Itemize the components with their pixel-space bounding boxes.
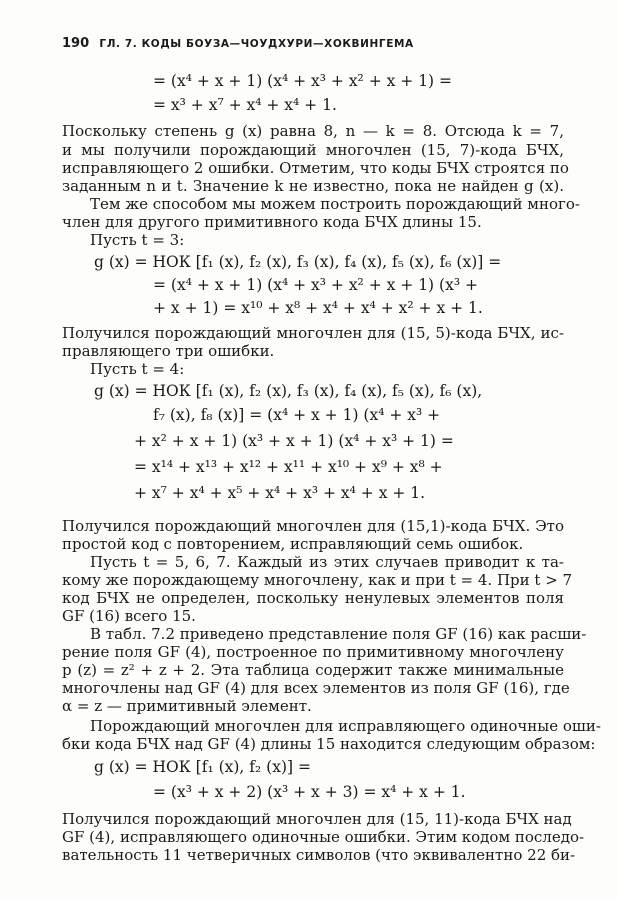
text-line: член для другого примитивного кода БЧХ длины 15.: [62, 213, 482, 231]
running-title: ГЛ. 7. КОДЫ БОУЗА—ЧОУДХУРИ—ХОКВИНГЕМА: [99, 38, 414, 50]
equation-line: g (x) = НОК [f₁ (x), f₂ (x), f₃ (x), f₄ (x), f₅ (x), f₆ (x)] =: [94, 253, 502, 271]
text-line: Тем же способом мы можем построить порождающий много-: [90, 195, 580, 213]
text-line: простой код с повторением, исправляющий семь ошибок.: [62, 535, 524, 553]
equation-line: g (x) = НОК [f₁ (x), f₂ (x), f₃ (x), f₄ (x), f₅ (x), f₆ (x),: [94, 382, 483, 400]
text-line: многочлены над GF (4) для всех элементов из поля GF (16), где: [62, 679, 570, 697]
text-line: GF (16) всего 15.: [62, 607, 196, 625]
text-line: В табл. 7.2 приведено представление поля GF (16) как расши-: [90, 625, 587, 643]
equation-line: g (x) = НОК [f₁ (x), f₂ (x)] =: [94, 758, 311, 776]
text-line: кому же порождающему многочлену, как и при t = 4. При t > 7: [62, 571, 573, 589]
page-number: 190: [62, 36, 90, 51]
equation-line: = x³ + x⁷ + x⁴ + x⁴ + 1.: [153, 96, 337, 114]
text-line: заданным n и t. Значение k не известно, пока не найден g (x).: [62, 177, 564, 195]
text-line: Получился порождающий многочлен для (15, 11)-кода БЧХ над: [62, 810, 572, 828]
equation-line: = (x⁴ + x + 1) (x⁴ + x³ + x² + x + 1) (x³ +: [153, 276, 478, 294]
equation-line: = x¹⁴ + x¹³ + x¹² + x¹¹ + x¹⁰ + x⁹ + x⁸ +: [134, 458, 443, 476]
equation-line: + x + 1) = x¹⁰ + x⁸ + x⁴ + x⁴ + x² + x + 1.: [153, 299, 483, 317]
text-line: правляющего три ошибки.: [62, 342, 275, 360]
text-line: Поскольку степень g (x) равна 8, n — k = 8. Отсюда k = 7,: [62, 122, 564, 140]
equation-line: = (x⁴ + x + 1) (x⁴ + x³ + x² + x + 1) =: [153, 72, 453, 90]
text-line: код БЧХ не определен, поскольку ненулевых элементов поля: [62, 589, 564, 607]
running-header: [62, 36, 414, 51]
text-line: GF (4), исправляющего одиночные ошибки. Этим кодом последо-: [62, 828, 585, 846]
text-line: Получился порождающий многочлен для (15, 5)-кода БЧХ, ис-: [62, 324, 564, 342]
equation-line: f₇ (x), f₈ (x)] = (x⁴ + x + 1) (x⁴ + x³ +: [153, 406, 441, 424]
equation-line: + x² + x + 1) (x³ + x + 1) (x⁴ + x³ + 1) =: [134, 432, 454, 450]
text-line: рение поля GF (4), построенное по примитивному многочлену: [62, 643, 564, 661]
text-line: исправляющего 2 ошибки. Отметим, что коды БЧХ строятся по: [62, 159, 569, 177]
text-line: Пусть t = 4:: [90, 360, 185, 378]
text-line: p (z) = z² + z + 2. Эта таблица содержит также минимальные: [62, 661, 564, 679]
text-line: вательность 11 четверичных символов (что эквивалентно 22 би-: [62, 846, 576, 864]
text-line: Порождающий многочлен для исправляющего одиночные оши-: [90, 717, 601, 735]
equation-line: + x⁷ + x⁴ + x⁵ + x⁴ + x³ + x⁴ + x + 1.: [134, 484, 426, 502]
text-line: Получился порождающий многочлен для (15,1)-кода БЧХ. Это: [62, 517, 564, 535]
text-line: и мы получили порождающий многочлен (15, 7)-кода БЧХ,: [62, 141, 564, 159]
text-line: бки кода БЧХ над GF (4) длины 15 находится следующим образом:: [62, 735, 596, 753]
text-line: Пусть t = 5, 6, 7. Каждый из этих случаев приводит к та-: [90, 553, 564, 571]
text-line: Пусть t = 3:: [90, 231, 185, 249]
equation-line: = (x³ + x + 2) (x³ + x + 3) = x⁴ + x + 1.: [153, 783, 466, 801]
text-line: α = z — примитивный элемент.: [62, 697, 312, 715]
